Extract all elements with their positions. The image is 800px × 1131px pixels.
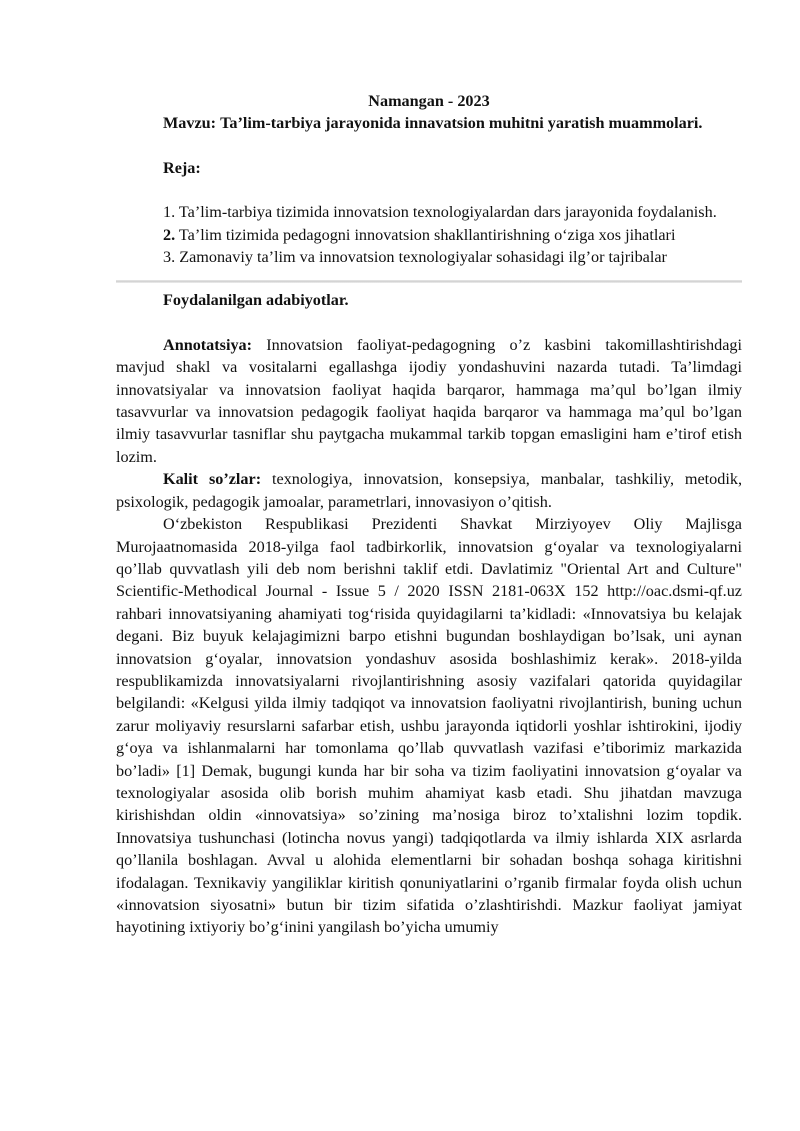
plan-item-number: 1.: [163, 203, 176, 222]
section-divider: [116, 280, 742, 283]
annotation-label: Annotatsiya:: [163, 335, 253, 354]
plan-item-2: [116, 224, 742, 246]
keywords-paragraph: [116, 468, 742, 513]
plan-item-text: Ta’lim tizimida pedagogni innovatsion shakllantirishning o‘ziga xos jihatlari: [178, 225, 676, 244]
annotation-text: Innovatsion faoliyat-pedagogning o’z kasbini takomillashtirishdagi mavjud shakl va vositalarni egallashga ijodiy yondashuvini nazarda tutadi. Ta’limdagi innovatsiyalar va innovatsion faoliyat haqida barqaror, hammaga ma’qul bo’lgan ilmiy tasavvurlar va innovatsion pedagogik faoliyat haqida barqaror va hammaga ma’qul bo’lgan ilmiy tasavvurlar tasniflar shu paytgacha mukammal tarkib topgan emasligini ham e’tirof etish lozim.: [116, 335, 742, 466]
plan-item-text: Zamonaviy ta’lim va innovatsion texnologiyalar sohasidagi ilg’or tajribalar: [179, 248, 667, 267]
keywords-label: Kalit so’zlar:: [163, 470, 262, 489]
plan-item-number: 2.: [163, 225, 176, 244]
topic-line: [116, 112, 742, 134]
keywords-text: texnologiya, innovatsion, konsepsiya, manbalar, tashkiliy, metodik, psixologik, pedagogik jamoalar, parametrlari, innovasiyon o’qitish.: [116, 470, 742, 511]
topic-text: Ta’lim-tarbiya jarayonida innavatsion muhitni yaratish muammolari.: [220, 114, 703, 133]
plan-item-text: Ta’lim-tarbiya tizimida innovatsion texnologiyalardan dars jarayonida foydalanish.: [178, 203, 717, 222]
annotation-paragraph: [116, 334, 742, 468]
plan-item-number: 3.: [163, 248, 176, 267]
references-title: Foydalanilgan adabiyotlar.: [163, 291, 349, 310]
topic-label: Mavzu:: [163, 114, 217, 133]
plan-title: Reja:: [163, 158, 201, 177]
body-paragraph: O‘zbekiston Respublikasi Prezidenti Shavkat Mirziyoyev Oliy Majlisga Murojaatnomasida 2018-yilga faol tadbirkorlik, innovatsion g‘oyalar va texnologiyalarni qo’llab quvvatlash yili deb nom berishni taklif etdi. Davlatimiz "Oriental Art and Culture" Scientific-Methodical Journal - Issue 5 / 2020 ISSN 2181-063X 152 http://oac.dsmi-qf.uz rahbari innovatsiyaning ahamiyati tog‘risida quyidagilarni ta’kidladi: «Innovatsiya bu kelajak degani. Biz buyuk kelajagimizni barpo etishni bugundan boshlaydigan bo’lsak, uni aynan innovatsion g‘oyalar, innovatsion yondashuv asosida boshlashimiz kerak». 2018-yilda respublikamizda innovatsiyalarni rivojlantirishning asosiy vazifalari qatorida quyidagilar belgilandi: «Kelgusi yilda ilmiy tadqiqot va innovatsion faoliyatni rivojlantirish, buning uchun zarur moliyaviy resurslarni safarbar etish, ushbu jarayonda iqtidorli yoshlar ishtirokini, ijodiy g‘oya va ishlanmalarni har tomonlama qo’llab quvvatlash vazifasi e’tiborimiz markazida bo’ladi» [1] Demak, bugungi kunda har bir soha va tizim faoliyatini innovatsion g‘oyalar va texnologiyalar asosida olib borish muhim ahamiyat kasb etadi. Shu jihatdan mavzuga kirishishdan oldin «innovatsiya» so’zining ma’nosiga biroz to’xtalishni lozim topdik. Innovatsiya tushunchasi (lotincha novus yangi) tadqiqotlarda va ilmiy ishlarda XIX asrlarda qo’llanila boshlagan. Avval u alohida elementlarni bir sohadan boshqa sohaga kiritishni ifodalagan. Texnikaviy yangiliklar kiritish qonuniyatlarini o’rganib firmalar foyda olish uchun «innovatsion siyosatni» butun bir tizim sifatida o’zlashtirishdi. Mazkur faoliyat jamiyat hayotining ixtiyoriy bo’g‘inini yangilash bo’yicha umumiy: [116, 515, 742, 937]
document-page: [116, 90, 742, 939]
plan-item-3: [116, 246, 742, 268]
place-year-heading: Namangan - 2023: [368, 92, 490, 110]
plan-item-1: [116, 201, 742, 223]
